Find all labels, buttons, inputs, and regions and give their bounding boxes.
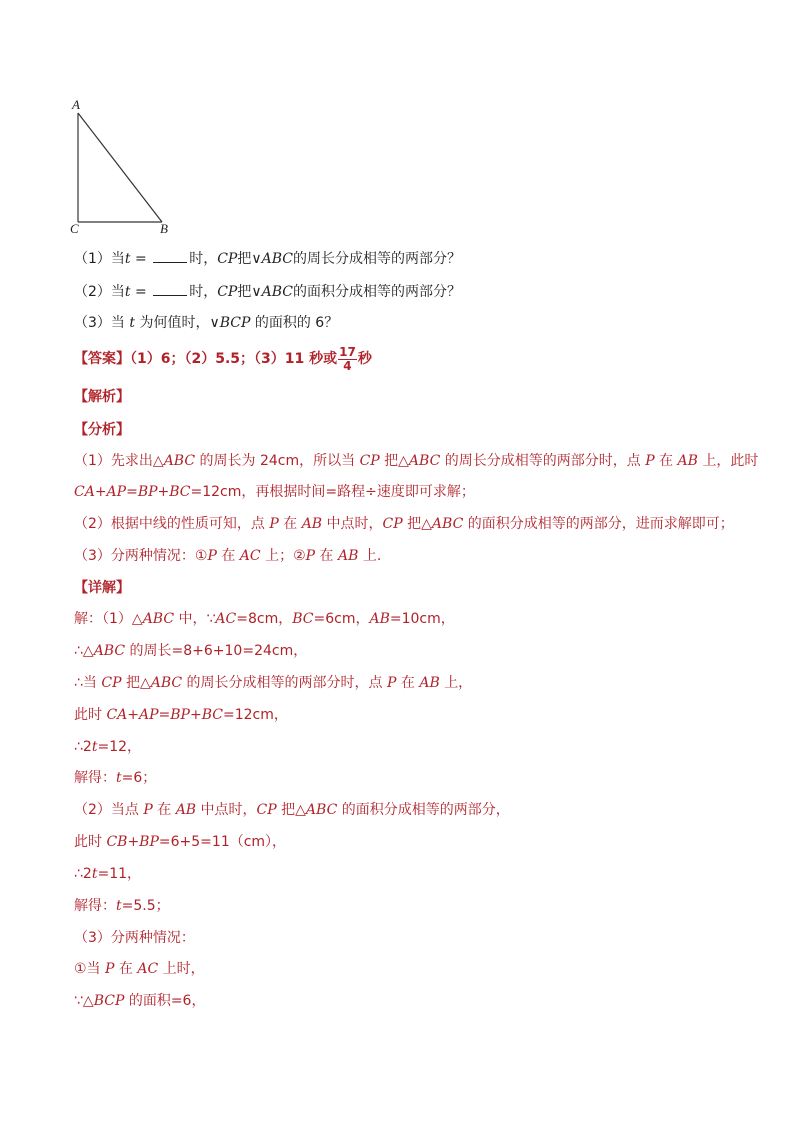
question-1: （1）当t = 时，CP把∨ABC的周长分成相等的两部分？	[74, 248, 461, 269]
answer-blank-1[interactable]	[153, 248, 187, 263]
xiangjie-label: 【详解】	[74, 580, 130, 596]
analysis-line-1: （1）先求出△ABC 的周长为 24cm，所以当 CP 把△ABC 的周长分成相等的两部分时，点 P 在 AB 上，此时	[74, 453, 759, 469]
question-2: （2）当t = 时，CP把∨ABC的面积分成相等的两部分？	[74, 281, 461, 302]
detail-line-4: 此时 CA+AP=BP+BC=12cm，	[74, 707, 288, 723]
answer-blank-2[interactable]	[153, 281, 187, 296]
detail-line-7: （2）当点 P 在 AB 中点时，CP 把△ABC 的面积分成相等的两部分，	[74, 802, 510, 818]
fenxi-label: 【分析】	[74, 422, 130, 438]
detail-line-13: ∵△BCP 的面积=6，	[74, 993, 206, 1009]
detail-line-3: ∴当 CP 把△ABC 的周长分成相等的两部分时，点 P 在 AB 上，	[74, 675, 473, 691]
detail-line-6: 解得：t=6；	[74, 770, 157, 786]
question-3: （3）当 t 为何值时，∨BCP 的面积的 6？	[74, 315, 339, 331]
detail-line-11: （3）分两种情况：	[74, 930, 195, 946]
detail-line-1: 解：（1）△ABC 中，∵AC=8cm，BC=6cm，AB=10cm，	[74, 611, 455, 627]
detail-line-5: ∴2t=12，	[74, 739, 142, 755]
detail-line-2: ∴△ABC 的周长=8+6+10=24cm，	[74, 643, 308, 659]
vertex-label-c: C	[70, 221, 79, 236]
vertex-label-a: A	[72, 97, 80, 112]
answer-fraction: $\frac{17}{4}$	[339, 344, 356, 373]
analysis-line-4: （3）分两种情况：①P 在 AC 上；②P 在 AB 上.	[74, 548, 382, 564]
detail-line-10: 解得：t=5.5；	[74, 898, 170, 914]
detail-line-12: ①当 P 在 AC 上时，	[74, 961, 205, 977]
right-triangle-figure	[66, 96, 196, 238]
detail-line-8: 此时 CB+BP=6+5=11（cm），	[74, 834, 287, 850]
answer-label: 【答案】	[74, 351, 130, 367]
side-ab	[78, 113, 162, 222]
jiexi-label: 【解析】	[74, 389, 130, 405]
analysis-line-3: （2）根据中线的性质可知，点 P 在 AB 中点时，CP 把△ABC 的面积分成相等的两部分，进而求解即可；	[74, 516, 734, 532]
detail-line-9: ∴2t=11，	[74, 866, 142, 882]
answer-line: 【答案】（1）6；（2）5.5；（3）11 秒或 $\frac{17}{4}$ 秒	[74, 344, 372, 373]
analysis-line-2: CA+AP=BP+BC=12cm，再根据时间=路程÷速度即可求解；	[74, 484, 475, 500]
vertex-label-b: B	[160, 221, 168, 236]
